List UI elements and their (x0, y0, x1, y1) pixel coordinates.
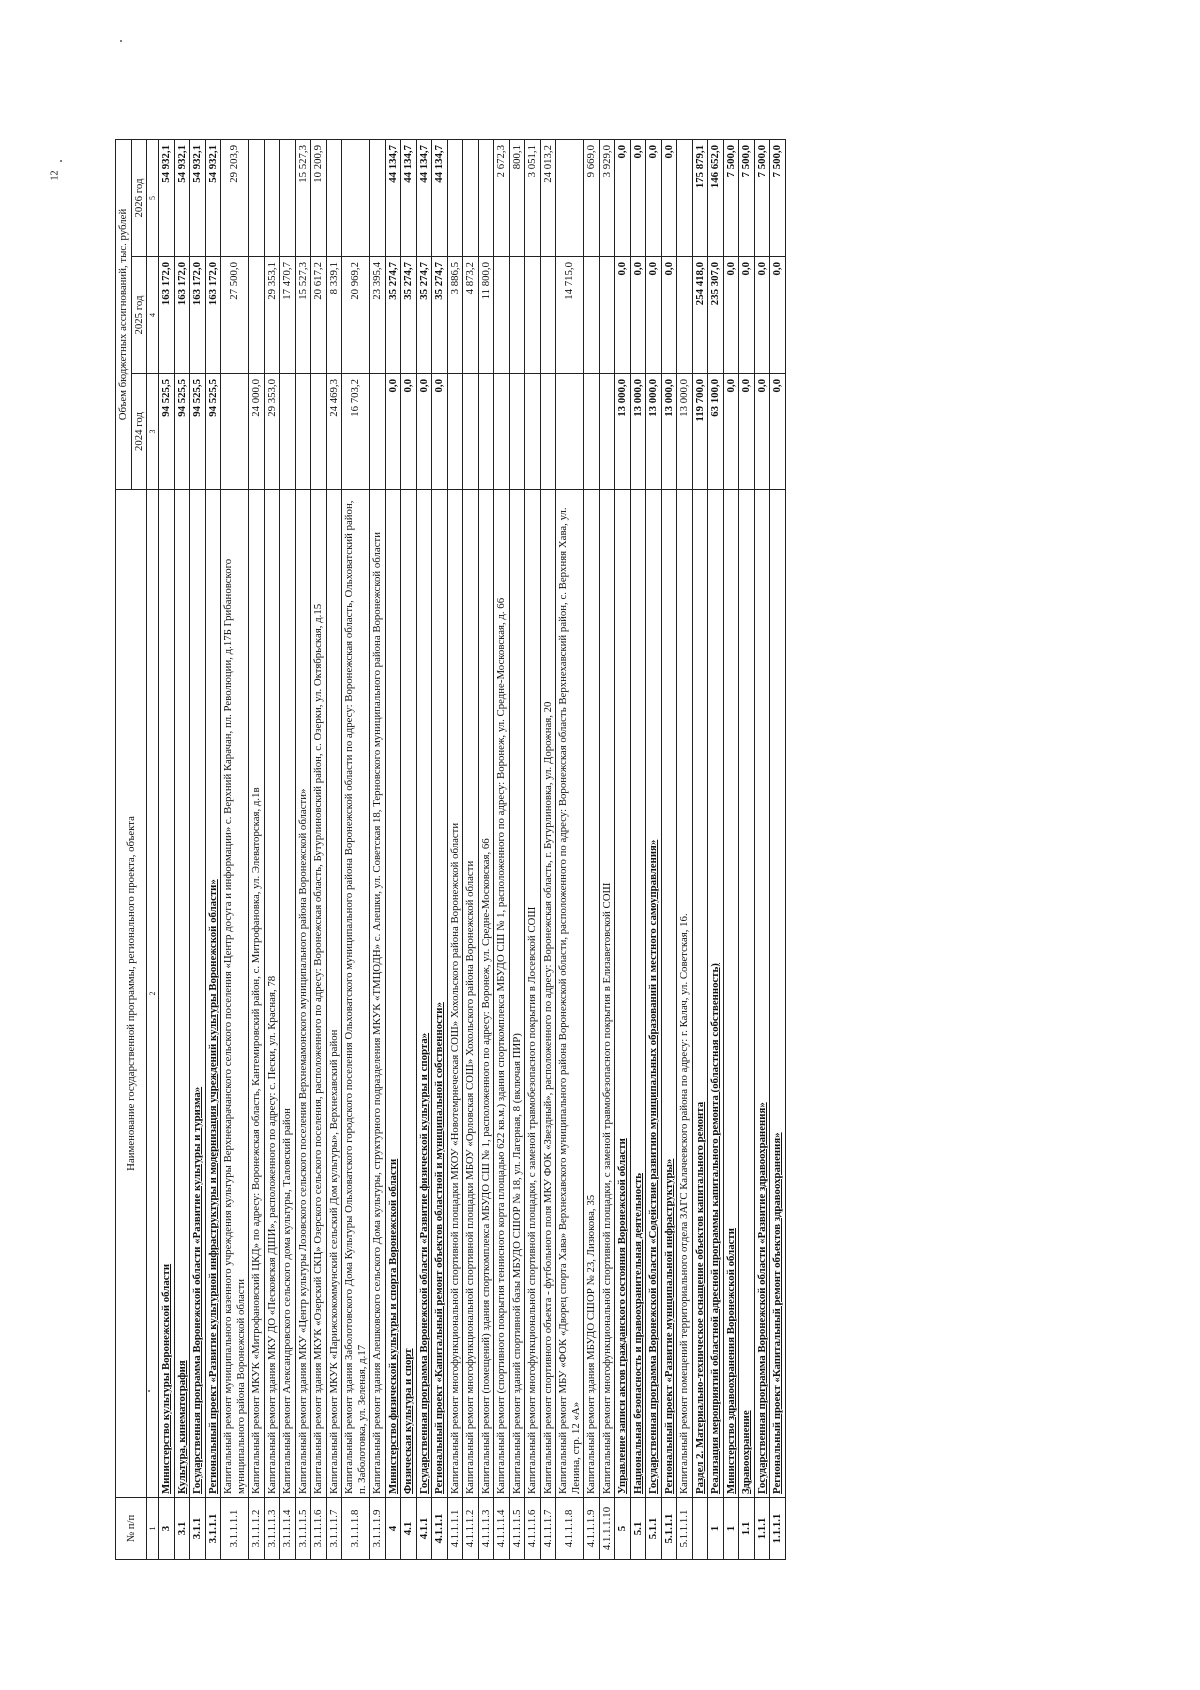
row-number: 1.1.1.1 (770, 1498, 786, 1560)
row-number: 4.1.1 (416, 1498, 432, 1560)
row-name: Управление записи актов гражданского состояния Воронежской области (615, 490, 631, 1498)
value-2026: 800,1 (509, 139, 525, 256)
value-2026 (342, 139, 370, 256)
value-2025: 0,0 (770, 257, 786, 374)
value-2026: 0,0 (661, 139, 677, 256)
value-2025 (540, 257, 556, 374)
row-number: 3.1.1.1.6 (311, 1498, 327, 1560)
value-2026: 54 932,1 (159, 139, 175, 256)
value-2025: 23 395,4 (370, 257, 386, 374)
row-number: 3.1.1.1.2 (249, 1498, 265, 1560)
scan-speck (120, 40, 122, 42)
row-name: Капитальный ремонт здания МБУДО СШОР № 23, Лизюкова, 35 (584, 490, 600, 1498)
value-2024 (525, 374, 541, 490)
value-2025: 4 873,2 (463, 257, 479, 374)
value-2025: 3 886,5 (447, 257, 463, 374)
value-2024 (556, 374, 584, 490)
value-2026: 54 932,1 (190, 139, 206, 256)
row-name: Государственная программа Воронежской области «Развитие физической культуры и спорта» (416, 490, 432, 1498)
table-row (221, 139, 249, 1559)
row-number: 5.1.1 (646, 1498, 662, 1560)
header-row (116, 139, 132, 1559)
table-row (174, 139, 190, 1559)
value-2024: 0,0 (770, 374, 786, 490)
row-name: Раздел 2. Материально-техническое оснащение объектов капитального ремонта (692, 490, 708, 1498)
value-2026: 146 652,0 (708, 139, 724, 256)
row-number: 4.1.1.1.4 (494, 1498, 510, 1560)
row-name: Капитальный ремонт многофункциональной спортивной площадки МБОУ «Орловская СОШ» Хохольского района Воронежской области (463, 490, 479, 1498)
value-2026: 7 500,0 (770, 139, 786, 256)
value-2024: 94 525,5 (159, 374, 175, 490)
value-2024 (280, 374, 296, 490)
table-row (599, 139, 615, 1559)
row-name: Капитальный ремонт многофункциональной спортивной площадки, с заменой травмобезопасного покрытия в Елизаветовской СОШ (599, 490, 615, 1498)
row-name: Капитальный ремонт многофункциональной спортивной площадки МКОУ «Новотемрнеческая СОШ» Хохольского района Воронежской области (447, 490, 463, 1498)
value-2024: 94 525,5 (190, 374, 206, 490)
scan-speck (60, 160, 62, 162)
header-num: № п/п (116, 1498, 147, 1560)
row-number: 1.1 (739, 1498, 755, 1560)
table-row (326, 139, 342, 1559)
value-2024: 13 000,0 (677, 374, 693, 490)
value-2025: 254 418,0 (692, 257, 708, 374)
table-row (205, 139, 221, 1559)
value-2026 (280, 139, 296, 256)
value-2024: 0,0 (432, 374, 448, 490)
value-2025: 8 339,1 (326, 257, 342, 374)
table-row (677, 139, 693, 1559)
value-2026: 29 203,9 (221, 139, 249, 256)
value-2026: 44 134,7 (385, 139, 401, 256)
row-number: 3.1.1.1 (205, 1498, 221, 1560)
row-name: Культура, кинематография (174, 490, 190, 1498)
row-number: 4.1.1.1.3 (478, 1498, 494, 1560)
table-row (432, 139, 448, 1559)
row-number: 3.1.1.1.9 (370, 1498, 386, 1560)
row-name: Капитальный ремонт (спортивного покрытия теннисного корта площадью 622 кв.м.) здания спорткомплекса МБУДО СШ № 1, расположенного по адресу: Воронеж, ул. Средне-Московская, д. 66 (494, 490, 510, 1498)
value-2024 (509, 374, 525, 490)
value-2025: 0,0 (754, 257, 770, 374)
value-2025 (677, 257, 693, 374)
value-2024 (478, 374, 494, 490)
table-row (540, 139, 556, 1559)
table-row (584, 139, 600, 1559)
row-name: Капитальный ремонт здания МКУ ДО «Песковская ДШИ», расположенного по адресу: с. Пески, ул. Красная, 78 (264, 490, 280, 1498)
header-budget: Объем бюджетных ассигнований, тыс. рублей (116, 139, 132, 489)
value-2026 (370, 139, 386, 256)
value-2024: 0,0 (739, 374, 755, 490)
value-2026 (326, 139, 342, 256)
value-2026 (478, 139, 494, 256)
row-number: 1 (708, 1498, 724, 1560)
value-2024: 13 000,0 (630, 374, 646, 490)
value-2024 (447, 374, 463, 490)
table-row (708, 139, 724, 1559)
value-2026 (556, 139, 584, 256)
value-2024 (370, 374, 386, 490)
row-name: Здравоохранение (739, 490, 755, 1498)
row-number: 5.1.1.1 (661, 1498, 677, 1560)
value-2024: 24 000,0 (249, 374, 265, 490)
value-2026: 3 929,0 (599, 139, 615, 256)
value-2025 (509, 257, 525, 374)
index-cell: 2 (147, 490, 159, 1498)
value-2026: 44 134,7 (432, 139, 448, 256)
table-row (770, 139, 786, 1559)
value-2024 (295, 374, 311, 490)
row-number: 3.1.1.1.3 (264, 1498, 280, 1560)
row-name: Региональный проект «Развитие культурной инфраструктуры и модернизация учреждений культуры Воронежской области» (205, 490, 221, 1498)
value-2026 (249, 139, 265, 256)
row-number: 5 (615, 1498, 631, 1560)
value-2025 (584, 257, 600, 374)
value-2026: 0,0 (630, 139, 646, 256)
value-2026: 175 879,1 (692, 139, 708, 256)
value-2024 (494, 374, 510, 490)
value-2024: 0,0 (723, 374, 739, 490)
row-number: 3.1.1.1.4 (280, 1498, 296, 1560)
table-row (190, 139, 206, 1559)
value-2025: 27 500,0 (221, 257, 249, 374)
index-cell: 1 (147, 1498, 159, 1560)
row-number: 3.1 (174, 1498, 190, 1560)
index-cell: 3 (147, 374, 159, 490)
row-name: Региональный проект «Капитальный ремонт объектов областной и муниципальной собственности» (432, 490, 448, 1498)
header-year-2025: 2025 год (131, 257, 147, 374)
value-2026: 15 527,3 (295, 139, 311, 256)
row-name: Региональный проект «Капитальный ремонт объектов здравоохранения» (770, 490, 786, 1498)
value-2024 (599, 374, 615, 490)
table-row (630, 139, 646, 1559)
row-number: 4.1.1.1.8 (556, 1498, 584, 1560)
row-number: 4.1.1.1.6 (525, 1498, 541, 1560)
value-2025: 235 307,0 (708, 257, 724, 374)
row-name: Министерство здравоохранения Воронежской области (723, 490, 739, 1498)
row-number: 3.1.1.1.7 (326, 1498, 342, 1560)
index-cell: 4 (147, 257, 159, 374)
value-2026: 0,0 (615, 139, 631, 256)
header-year-2024: 2024 год (131, 374, 147, 490)
table-row (525, 139, 541, 1559)
value-2024: 0,0 (416, 374, 432, 490)
table-row (342, 139, 370, 1559)
row-number: 4.1 (401, 1498, 417, 1560)
table-row (509, 139, 525, 1559)
value-2024: 29 353,0 (264, 374, 280, 490)
row-number: 4.1.1.1.5 (509, 1498, 525, 1560)
value-2025: 15 527,3 (295, 257, 311, 374)
value-2024 (584, 374, 600, 490)
value-2026 (447, 139, 463, 256)
row-name: Государственная программа Воронежской области «Содействие развитию муниципальных образований и местного самоуправления» (646, 490, 662, 1498)
row-number: 4.1.1.1.1 (447, 1498, 463, 1560)
table-row (264, 139, 280, 1559)
value-2026: 2 672,3 (494, 139, 510, 256)
row-name: Капитальный ремонт МБУ «ФОК «Дворец спорта Хава» Верхнехавского муниципального района Воронежской области, расположенного по адресу: Воронежская область Верхнехавский район, с. Верхняя Хава, ул. Ленина, стр. 12 «А» (556, 490, 584, 1498)
value-2025 (249, 257, 265, 374)
table-row (447, 139, 463, 1559)
value-2026: 54 932,1 (205, 139, 221, 256)
row-number: 5.1.1.1.1 (677, 1498, 693, 1560)
row-number: 4.1.1.1 (432, 1498, 448, 1560)
value-2026 (677, 139, 693, 256)
value-2024: 13 000,0 (646, 374, 662, 490)
row-name: Капитальный ремонт (помещений) здания спорткомплекса МБУДО СШ № 1, расположенного по адресу: Воронеж, ул. Средне-Московская, 66 (478, 490, 494, 1498)
table-row (494, 139, 510, 1559)
value-2025: 163 172,0 (174, 257, 190, 374)
value-2025: 35 274,7 (401, 257, 417, 374)
table-row (311, 139, 327, 1559)
row-number: 5.1 (630, 1498, 646, 1560)
index-cell: 5 (147, 139, 159, 256)
value-2025: 35 274,7 (385, 257, 401, 374)
value-2026: 10 200,9 (311, 139, 327, 256)
value-2026: 7 500,0 (739, 139, 755, 256)
value-2026: 24 013,2 (540, 139, 556, 256)
value-2024: 0,0 (401, 374, 417, 490)
value-2024: 119 700,0 (692, 374, 708, 490)
row-name: Капитальный ремонт помещений территориального отдела ЗАГС Калачеевского района по адресу: г. Калач, ул. Советская, 16. (677, 490, 693, 1498)
rotated-page (115, 140, 1165, 1560)
value-2024: 94 525,5 (174, 374, 190, 490)
value-2025: 35 274,7 (416, 257, 432, 374)
table-row (754, 139, 770, 1559)
table-row (295, 139, 311, 1559)
value-2024 (540, 374, 556, 490)
row-name: Физическая культура и спорт (401, 490, 417, 1498)
value-2024: 94 525,5 (205, 374, 221, 490)
value-2026: 44 134,7 (416, 139, 432, 256)
value-2024: 63 100,0 (708, 374, 724, 490)
value-2024 (463, 374, 479, 490)
capital-repair-table (115, 139, 786, 1560)
value-2026 (264, 139, 280, 256)
table-row (401, 139, 417, 1559)
row-number: 1 (723, 1498, 739, 1560)
row-number: 3.1.1 (190, 1498, 206, 1560)
value-2025 (525, 257, 541, 374)
row-number: 3.1.1.1.5 (295, 1498, 311, 1560)
row-number: 3 (159, 1498, 175, 1560)
value-2025: 20 969,2 (342, 257, 370, 374)
column-index-row (147, 139, 159, 1559)
value-2025 (599, 257, 615, 374)
value-2024: 0,0 (754, 374, 770, 490)
value-2026: 7 500,0 (754, 139, 770, 256)
table-row (692, 139, 708, 1559)
table-row (615, 139, 631, 1559)
value-2024: 13 000,0 (615, 374, 631, 490)
value-2026 (463, 139, 479, 256)
value-2025: 20 617,2 (311, 257, 327, 374)
row-name: Региональный проект «Развитие муниципальной инфраструктуры» (661, 490, 677, 1498)
value-2025: 163 172,0 (159, 257, 175, 374)
value-2024: 24 469,3 (326, 374, 342, 490)
value-2025: 29 353,1 (264, 257, 280, 374)
value-2026: 54 932,1 (174, 139, 190, 256)
value-2024 (221, 374, 249, 490)
table-row (739, 139, 755, 1559)
row-number: 4 (385, 1498, 401, 1560)
row-name: Капитальный ремонт муниципального казенного учреждения культуры Верхнекарачанского сельского поселения «Центр досуга и информации» с. Верхний Карачан, пл. Революции, д.17Б Грибановского муниципального района Воронежской области (221, 490, 249, 1498)
value-2024: 13 000,0 (661, 374, 677, 490)
row-name: Министерство физической культуры и спорта Воронежской области (385, 490, 401, 1498)
value-2025: 0,0 (615, 257, 631, 374)
row-number: 3.1.1.1.1 (221, 1498, 249, 1560)
table-row (416, 139, 432, 1559)
table-row (370, 139, 386, 1559)
table-row (159, 139, 175, 1559)
value-2024: 16 703,2 (342, 374, 370, 490)
row-name: Государственная программа Воронежской области «Развитие культуры и туризма» (190, 490, 206, 1498)
value-2025: 0,0 (661, 257, 677, 374)
row-name: Капитальный ремонт здания Алешковского сельского Дома культуры, структурного подразделения МКУК «ТМЦОДН» с. Алешки, ул. Советская 18, Терновского муниципального района Воронежской области (370, 490, 386, 1498)
value-2024 (311, 374, 327, 490)
value-2026: 3 051,1 (525, 139, 541, 256)
value-2026: 7 500,0 (723, 139, 739, 256)
row-name: Капитальный ремонт МКУК «Парижскокоммунский сельский Дом культуры», Верхнехавский район (326, 490, 342, 1498)
row-name: Капитальный ремонт зданий спортивной базы МБУДО СШОР № 18, ул. Лагерная, 8 (включая ПИР) (509, 490, 525, 1498)
value-2025: 163 172,0 (205, 257, 221, 374)
row-number (692, 1498, 708, 1560)
row-number: 4.1.1.1.2 (463, 1498, 479, 1560)
value-2025: 0,0 (630, 257, 646, 374)
value-2026: 44 134,7 (401, 139, 417, 256)
row-number: 4.1.1.1.10 (599, 1498, 615, 1560)
row-number: 3.1.1.1.8 (342, 1498, 370, 1560)
row-name: Капитальный ремонт Александровского сельского дома культуры, Таловский район (280, 490, 296, 1498)
value-2026: 9 669,0 (584, 139, 600, 256)
table-row (661, 139, 677, 1559)
value-2025: 35 274,7 (432, 257, 448, 374)
row-name: Государственная программа Воронежской области «Развитие здравоохранения» (754, 490, 770, 1498)
value-2025 (494, 257, 510, 374)
value-2025: 0,0 (646, 257, 662, 374)
value-2025: 17 470,7 (280, 257, 296, 374)
value-2024: 0,0 (385, 374, 401, 490)
row-name: Национальная безопасность и правоохранительная деятельность (630, 490, 646, 1498)
row-name: Капитальный ремонт здания МКУК «Озерский СКЦ» Озерского сельского поселения, расположенного по адресу: Воронежская область, Бутурлиновский район, с. Озерки, ул. Октябрьская, д.15 (311, 490, 327, 1498)
table-row (646, 139, 662, 1559)
row-name: Капитальный ремонт МКУК «Митрофановский ЦКД» по адресу: Воронежская область, Кантемировский район, с. Митрофановка, ул. Элеваторская, д.1в (249, 490, 265, 1498)
value-2025: 0,0 (723, 257, 739, 374)
row-name: Капитальный ремонт спортивного объекта - футбольного поля МКУ ФОК «Звездный», расположенного по адресу: Воронежская область, г. Бутурлиновка, ул. Дорожная, 20 (540, 490, 556, 1498)
table-row (249, 139, 265, 1559)
row-name: Министерство культуры Воронежской области (159, 490, 175, 1498)
row-name: Капитальный ремонт здания Заболотовского Дома Культуры Ольховатского городского поселения Ольховатского муниципального района Воронежской области по адресу: Воронежская область, Ольховатский район, п. Заболотовка, ул. Зеленая, д.17 (342, 490, 370, 1498)
row-name: Реализация мероприятий областной адресной программы капитального ремонта (областная собственность) (708, 490, 724, 1498)
value-2025: 0,0 (739, 257, 755, 374)
row-number: 4.1.1.1.9 (584, 1498, 600, 1560)
table-row (723, 139, 739, 1559)
value-2025: 163 172,0 (190, 257, 206, 374)
table-row (478, 139, 494, 1559)
value-2026: 0,0 (646, 139, 662, 256)
table-row (556, 139, 584, 1559)
row-name: Капитальный ремонт многофункциональной спортивной площадки, с заменой травмобезопасного покрытия в Лосевской СОШ (525, 490, 541, 1498)
row-number: 1.1.1 (754, 1498, 770, 1560)
row-name: Капитальный ремонт здания МКУ «Центр культуры Лозовского сельского поселения Верхнемамонского муниципального района Воронежской области» (295, 490, 311, 1498)
header-year-2026: 2026 год (131, 139, 147, 256)
row-number: 4.1.1.1.7 (540, 1498, 556, 1560)
table-row (280, 139, 296, 1559)
header-name: Наименование государственной программы, регионального проекта, объекта (116, 490, 147, 1498)
value-2025: 14 715,0 (556, 257, 584, 374)
value-2025: 11 800,0 (478, 257, 494, 374)
page-number: 12 (49, 170, 61, 181)
table-body (159, 139, 786, 1559)
table-row (385, 139, 401, 1559)
table-row (463, 139, 479, 1559)
